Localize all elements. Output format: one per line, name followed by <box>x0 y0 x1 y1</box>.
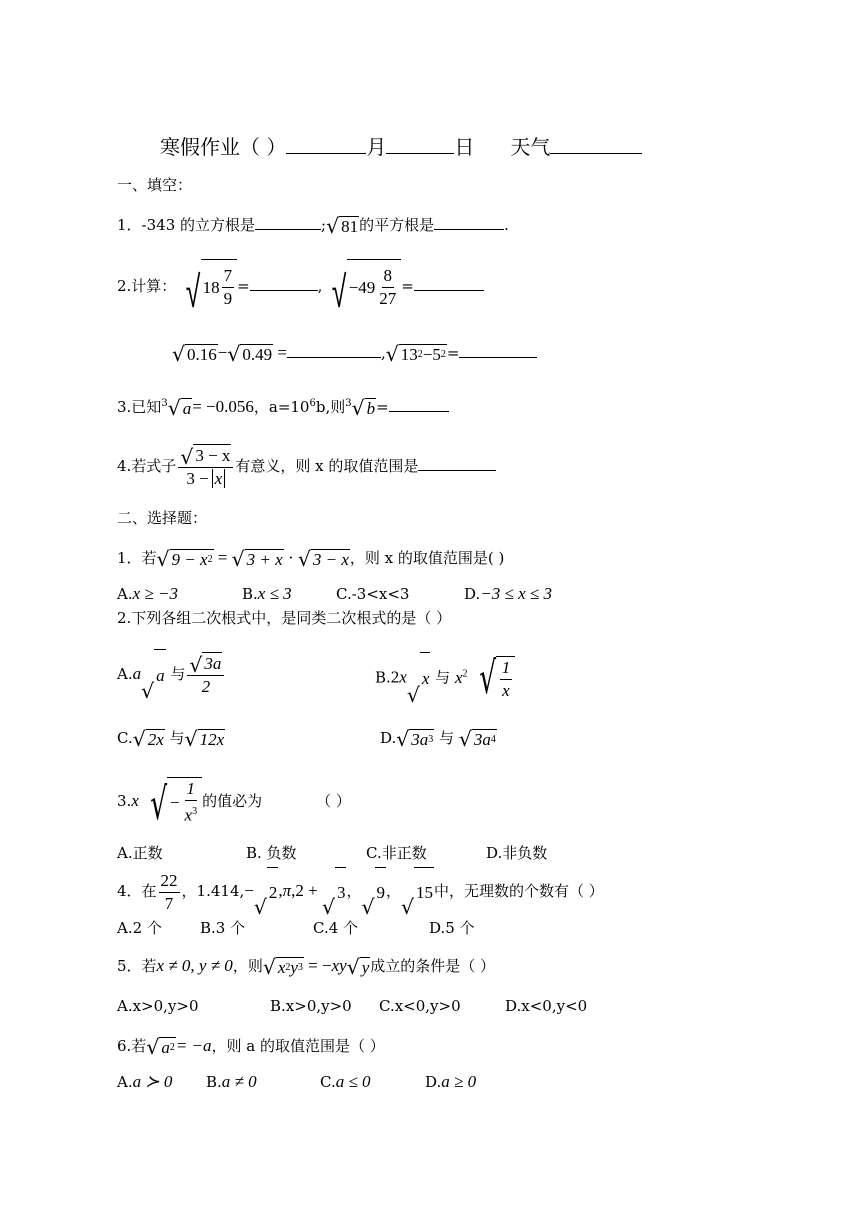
choice-q3-tail: 的值必为 <box>202 792 263 810</box>
fill-q2-blank4[interactable] <box>459 342 537 358</box>
comma: , <box>317 277 323 295</box>
option-d-label: D. <box>464 585 481 603</box>
choice-q3-option-b[interactable]: B. 负数 <box>246 844 297 862</box>
choice-q2-option-c[interactable] <box>117 728 225 750</box>
choice-q4: 4．在 $\frac{22}{7}$ ，1.414,− √ 2 ,π,2 + √ 3 ， √ 9 ， √ 15 中，无理数的个数有（ ） <box>117 866 604 918</box>
eq-sign: = <box>376 398 389 416</box>
sqrt-3: √ 3 <box>322 867 347 918</box>
mixed-b-num: 8 <box>382 265 395 288</box>
mixed-a-whole: 18 <box>202 277 220 297</box>
section1-heading: 一、填空： <box>117 176 193 194</box>
sqrt-81: √ 81 <box>326 214 359 239</box>
option-d-label: D. <box>425 1073 442 1091</box>
sqrt-mixed-a: √ 18 $\frac{7}{9}$ <box>176 259 237 316</box>
fill-q2-blank1[interactable] <box>250 275 318 291</box>
choice-q6-option-c[interactable] <box>320 1072 371 1092</box>
option-a-label[interactable]: A. <box>117 585 133 603</box>
choice-q1-option-c[interactable]: C.-3<x<3 <box>336 585 410 603</box>
fill-q2-line1 <box>117 258 484 319</box>
sqrt-3-minus-x: √ 3 − x <box>297 547 349 572</box>
sqrt-9: √ 9 <box>362 867 387 918</box>
title-day: 日 <box>454 135 475 159</box>
sqrt-81-radicand: 81 <box>341 216 359 236</box>
choice-q6-rhs: = −a <box>175 1036 212 1055</box>
exp-6: 6 <box>309 398 316 409</box>
comma: , <box>380 344 386 362</box>
eq-sign: = <box>446 344 460 362</box>
choice-q2-option-d[interactable] <box>380 728 497 750</box>
choice-q5-option-d[interactable]: D.x<0,y<0 <box>505 997 588 1015</box>
title-prefix: 寒假作业（ ） <box>160 135 287 159</box>
sqrt-3-plus-x: √ 3 + x <box>231 547 283 572</box>
sqrt-a2: √ a 2 <box>146 1035 175 1060</box>
choice-q5-mid: ，则 <box>232 957 263 975</box>
option-c-value: a ≤ 0 <box>335 1072 371 1091</box>
fill-q1-sep: ; <box>321 216 327 234</box>
fill-q1-blank2[interactable] <box>434 214 504 230</box>
minus-sign: − <box>217 343 228 362</box>
choice-q3-paren: （ ） <box>316 792 351 810</box>
day-blank[interactable] <box>386 138 454 154</box>
fill-q2-blank3[interactable] <box>287 342 381 358</box>
cbrt-a: √ a <box>167 396 192 421</box>
choice-q3: 3.x √ − $\frac{1}{x^3}$ 的值必为 （ ） <box>117 776 351 828</box>
fraction-sqrt3a-over-2: √ 3 a 2 <box>187 652 224 699</box>
fraction-numerator: 3 − x <box>195 446 231 466</box>
month-blank[interactable] <box>286 138 366 154</box>
fill-q4-tail: 有意义，则 x 的取值范围是 <box>235 457 419 475</box>
exp-2a: 2 <box>417 348 423 360</box>
choice-q5-cond: x ≠ 0, y ≠ 0 <box>156 956 233 975</box>
choice-q4-option-b[interactable]: B.3 个 <box>200 919 246 937</box>
choice-q5-tail: 成立的条件是（ ） <box>370 957 496 975</box>
fraction-den-7: 7 <box>164 893 174 913</box>
with-word: 与 <box>435 668 451 687</box>
choice-q5: 5．若x ≠ 0, y ≠ 0，则 √ x 2 y 3 = −xy √ y 成立的条件是（ ） <box>117 955 496 980</box>
sqrt-3a4: √ 3 a 4 <box>458 727 496 752</box>
option-c-label: C. <box>320 1073 336 1091</box>
choice-q5-option-a[interactable]: A.x>0,y>0 <box>117 997 199 1015</box>
option-a-label: A. <box>117 1073 133 1091</box>
with-word: 与 <box>169 729 185 747</box>
choice-q6-option-b[interactable] <box>206 1072 257 1092</box>
fill-q1-blank1[interactable] <box>255 214 321 230</box>
sqrt-x: √ x <box>407 652 431 705</box>
sqrt-15: √ 15 <box>401 867 434 918</box>
choice-q1-tail: ，则 x 的取值范围是( ) <box>349 549 505 567</box>
option-b-value: x ≤ 3 <box>257 584 292 603</box>
fraction-22-over-7 <box>159 870 180 915</box>
choice-q2-option-a[interactable]: A.a √ a 与 √ 3 a 2 <box>117 648 226 702</box>
sqrt-016: √ 0.16 <box>172 342 217 367</box>
choice-q1-options <box>117 584 178 604</box>
sqrt-neg-1-over-x3: √ − $\frac{1}{x^3}$ <box>139 777 202 828</box>
sqrt-a: √ a <box>141 649 166 702</box>
fill-q1-lead: 1．-343 的立方根是 <box>117 216 256 234</box>
choice-q5-option-c[interactable]: C.x<0,y>0 <box>379 997 461 1015</box>
choice-q3-option-a[interactable]: A.正数 <box>117 844 163 862</box>
fraction-num-22: 22 <box>159 870 180 893</box>
fill-q1-mid: 的平方根是 <box>359 216 435 234</box>
choice-q1-lead: 1．若 <box>117 549 157 567</box>
fill-q3-lead: 3.已知 <box>117 398 162 416</box>
option-b-value: a ≠ 0 <box>221 1072 257 1091</box>
choice-q4-tail: 中，无理数的个数有（ ） <box>434 882 604 900</box>
sqrt-13-5: √ 13 2 − 5 2 <box>385 342 446 367</box>
choice-q6-lead: 6.若 <box>117 1037 147 1055</box>
choice-q4-option-d[interactable]: D.5 个 <box>429 919 475 937</box>
mixed-b-whole: −49 <box>348 277 376 297</box>
section2-heading: 二、选择题： <box>117 509 208 527</box>
option-b-label: B. <box>206 1073 222 1091</box>
choice-q3-option-d[interactable]: D.非负数 <box>486 844 548 862</box>
fill-q2-blank2[interactable] <box>414 275 484 291</box>
choice-q1: 1．若 √ 9 − x 2 = √ 3 + x · √ 3 − x ，则 x 的取值范围是( ) <box>117 547 505 572</box>
fill-q4-lead: 4.若式子 <box>117 457 177 475</box>
worksheet-title <box>160 131 642 160</box>
option-d-value: −3 ≤ x ≤ 3 <box>480 584 552 603</box>
sqrt-x2y3: √ x 2 y 3 <box>262 955 303 980</box>
option-d-label: D. <box>380 729 397 747</box>
fill-q1 <box>117 214 509 237</box>
choice-q1-option-b[interactable] <box>242 584 292 604</box>
choice-q6-option-a[interactable] <box>117 1072 172 1092</box>
cbrt-b: √ b <box>351 396 376 421</box>
choice-q2: 2.下列各组二次根式中，是同类二次根式的是（ ） <box>117 609 452 627</box>
sqrt-y: √ y <box>346 955 370 980</box>
choice-q5-option-b[interactable]: B.x>0,y>0 <box>270 997 352 1015</box>
radicand-016: 0.16 <box>187 344 217 364</box>
option-c-label: C. <box>117 729 133 747</box>
cbrt-b-radicand: b <box>366 398 376 418</box>
choice-q5-lead: 5．若 <box>117 957 157 975</box>
fill-q3-mid2: b,则 <box>315 398 346 416</box>
fill-q3-rhs: = −0.056 <box>192 397 254 416</box>
with-word: 与 <box>439 729 455 747</box>
cube-root-index-a: 3 <box>161 398 168 409</box>
sqrt-9-x2: √ 9 − x 2 <box>156 547 213 572</box>
option-a-value: a ≻ 0 <box>132 1072 173 1091</box>
choice-q3-lead: 3. <box>117 792 132 810</box>
option-a-label: A. <box>117 665 133 683</box>
choice-q1-option-d[interactable] <box>464 584 552 604</box>
fill-q4-blank[interactable] <box>418 455 496 471</box>
radicand-049: 0.49 <box>242 344 273 364</box>
option-b-label: B. <box>242 585 258 603</box>
sqrt-mixed-b: √ −49 $\frac{8}{27}$ <box>322 259 401 316</box>
sqrt-3a3: √ 3 a 3 <box>396 727 434 752</box>
choice-q6-option-d[interactable] <box>425 1072 476 1092</box>
choice-q2-option-b[interactable]: B.2x √ x 与 $x^2$ √ $\frac{1}{x}$ <box>375 648 515 705</box>
option-d-value: a ≥ 0 <box>441 1072 477 1091</box>
title-month: 月 <box>366 135 387 159</box>
exp-2b: 2 <box>440 348 446 360</box>
fill-q4 <box>117 440 496 492</box>
eq-sign: = <box>277 343 287 362</box>
mixed-a-den: 9 <box>223 289 233 308</box>
choice-q6 <box>117 1036 385 1058</box>
title-weather: 天气 <box>510 135 551 159</box>
eq-sign: = <box>237 277 250 295</box>
cube-root-index-b: 3 <box>345 398 352 409</box>
sqrt-2x: √ 2 x <box>132 727 164 752</box>
mixed-a-num: 7 <box>222 265 235 288</box>
sqrt-049: √ 0.49 <box>227 342 273 367</box>
fill-q3 <box>117 394 449 419</box>
with-word: 与 <box>170 665 186 683</box>
eq-sign: = <box>401 277 414 295</box>
sqrt-1-over-x: √ $\frac{1}{x}$ <box>468 656 516 702</box>
mixed-b-den: 27 <box>379 289 397 308</box>
choice-q4-list: ，1.414, <box>181 882 245 900</box>
fill-q2-line2 <box>172 342 537 365</box>
choice-q6-tail: ，则 a 的取值范围是（ ） <box>211 1037 385 1055</box>
fraction-sqrt-over-abs: √ 3 − x 3 − x <box>178 444 233 491</box>
fill-q3-blank[interactable] <box>389 396 449 412</box>
sqrt-12x: √ 12 x <box>184 727 225 752</box>
weather-blank[interactable] <box>550 138 642 154</box>
choice-q4-option-c[interactable]: C.4 个 <box>313 919 359 937</box>
fill-q1-end: . <box>504 216 509 234</box>
choice-q4-option-a[interactable]: A.2 个 <box>117 919 162 937</box>
base-5: 5 <box>432 344 441 364</box>
fraction-den-pre: 3 − <box>186 469 209 489</box>
sqrt-2: √ 2 <box>254 867 279 918</box>
fill-q2-lead: 2.计算： <box>117 277 177 295</box>
cbrt-a-radicand: a <box>182 398 192 418</box>
choice-q3-option-c[interactable]: C.非正数 <box>366 844 427 862</box>
option-a-value: x ≥ −3 <box>132 584 178 603</box>
base-13: 13 <box>400 344 418 364</box>
option-b-label: B. <box>375 668 391 687</box>
choice-q4-lead: 4．在 <box>117 882 157 900</box>
fill-q3-mid: ，a=10 <box>253 398 310 416</box>
abs-x: x <box>212 469 226 488</box>
